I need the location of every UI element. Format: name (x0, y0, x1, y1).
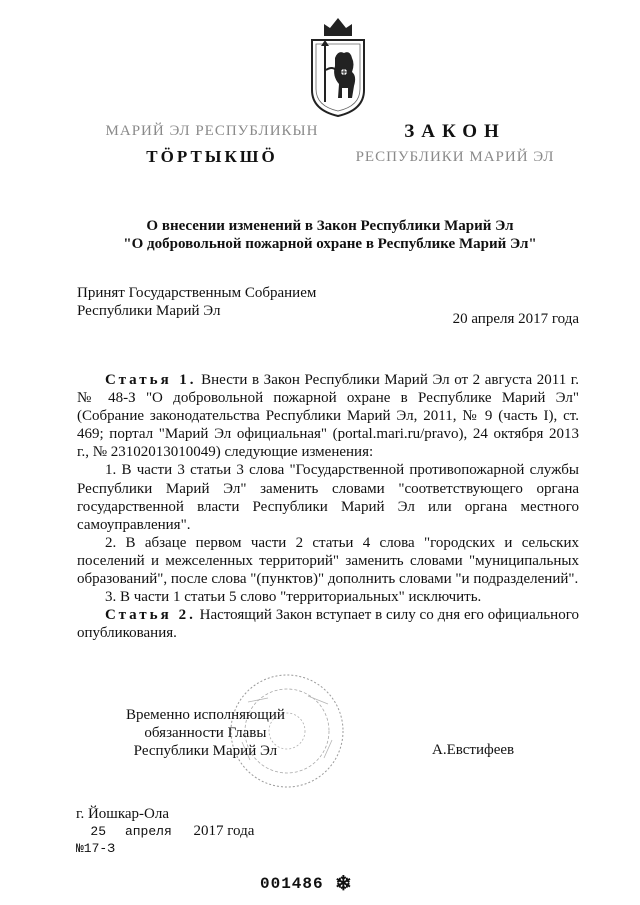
adoption-date: 20 апреля 2017 года (452, 311, 579, 327)
header-law-word-mari: ТӦРТЫКШӦ (146, 147, 278, 166)
signatory-position-line1: Временно исполняющий (126, 707, 285, 723)
serial-star-icon: ❄ (335, 873, 352, 895)
signing-year: 2017 года (193, 823, 255, 839)
adopted-by (77, 284, 316, 320)
signatory-position (126, 706, 285, 760)
adopted-by-line1: Принят Государственным Собранием (77, 285, 317, 301)
adopted-by-line2: Республики Марий Эл (77, 303, 221, 319)
article-2-label: Статья 2. (105, 607, 196, 624)
document-title-line1: О внесении изменений в Закон Республики Марий Эл (146, 218, 514, 234)
header-law-word: ЗАКОН (404, 121, 506, 142)
signing-day: 25 (90, 824, 106, 839)
article-1-label: Статья 1. (105, 372, 197, 388)
article-1-item-1: 1. В части 3 статьи 3 слова "Государственной противопожарной службы Республики Марий Эл" заменить словами "соответствующего органа государственной власти Республики Марий Эл или органа местного самоуправления". (77, 462, 579, 533)
document-title-line2: "О добровольной пожарной охране в Республике Марий Эл" (123, 236, 537, 252)
city: г. Йошкар-Ола (76, 806, 170, 822)
article-1-item-3: 3. В части 1 статьи 5 слово "территориальных" исключить. (105, 589, 482, 606)
article-2 (77, 606, 579, 642)
signing-month: апреля (124, 824, 172, 839)
article-1-text: Внести в Закон Республики Марий Эл от 2 августа 2011 г. № 48-З "О добровольной пожарной охране в Республике Марий Эл" (Собрание законодательства Республики Марий Эл, 2011, № 9 (часть I), ст. 469; портал "Марий Эл официальная" (portal.mari.ru/pravo), 24 октября 2013 г., № 23102013010049) следующие изменения: (77, 372, 579, 461)
law-number: №17-З (76, 841, 116, 856)
signatory-name: А.Евстифеев (432, 742, 515, 758)
article-1-item-2: 2. В абзаце первом части 2 статьи 4 слова "городских и сельских поселений и межселенных территорий" заменить словами "муниципальных образований", после слова "(пунктов)" дополнить словами "и подразделений". (77, 534, 579, 588)
coat-of-arms-emblem (302, 10, 374, 120)
header-republic-name: РЕСПУБЛИКИ МАРИЙ ЭЛ (355, 149, 555, 165)
serial-number: 001486 (260, 875, 324, 893)
article-1 (77, 371, 579, 461)
signing-date (76, 823, 254, 840)
signatory-position-line3: Республики Марий Эл (133, 743, 278, 759)
law-body (77, 371, 579, 642)
signatory-position-line2: обязанности Главы (144, 725, 267, 741)
header-republic-name-mari: МАРИЙ ЭЛ РЕСПУБЛИКЫН (105, 123, 319, 139)
place-date-number (76, 806, 254, 857)
article-2-text: Настоящий Закон вступает в силу со дня его официального опубликования. (77, 607, 579, 642)
